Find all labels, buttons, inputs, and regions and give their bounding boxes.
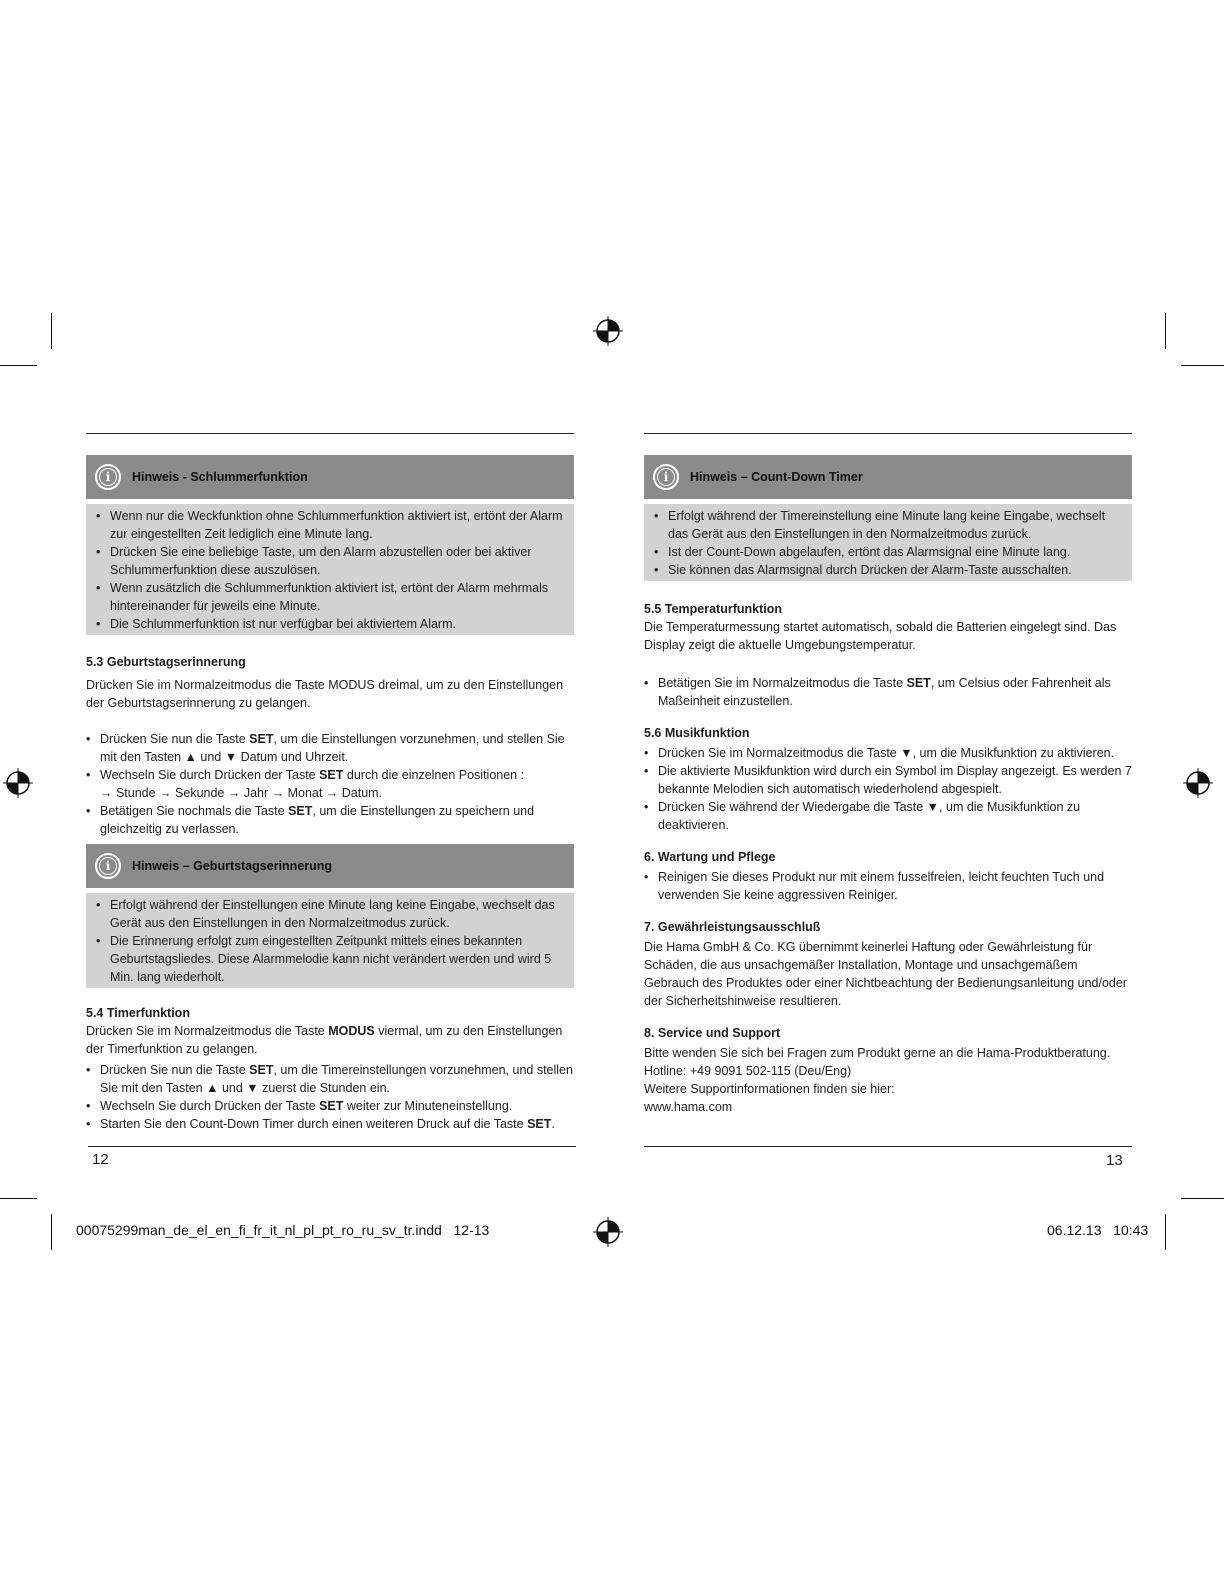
list-item: • Wechseln Sie durch Drücken der Taste SET weiter zur Minuteneinstellung. — [86, 1097, 574, 1115]
registration-mark-icon — [593, 1217, 623, 1247]
top-rule-left — [86, 433, 574, 434]
note-body — [86, 504, 574, 635]
section-heading: 5.3 Geburtstagserinnerung — [86, 655, 246, 669]
note-body — [86, 893, 574, 988]
down-arrow-icon: ▼ — [900, 746, 913, 760]
section-heading: 5.6 Musikfunktion — [644, 726, 750, 740]
info-icon — [653, 464, 679, 490]
slug-filename: 00075299man_de_el_en_fi_fr_it_nl_pl_pt_ro_ru_sv_tr.indd 12-13 — [76, 1222, 490, 1238]
list-item: • Erfolgt während der Timereinstellung eine Minute lang keine Eingabe, wechselt das Gerät aus den Einstellungen in den Normalzeitmodus zurück. — [654, 507, 1122, 543]
list-item: • Wechseln Sie durch Drücken der Taste SET durch die einzelnen Positionen : → Stunde → Sekunde → Jahr → Monat → Datum. — [86, 766, 574, 802]
crop-mark — [1165, 1214, 1166, 1250]
paragraph: Drücken Sie im Normalzeitmodus die Taste MODUS dreimal, um zu den Einstellungen der Geburtstagserinnerung zu gelangen. — [86, 678, 564, 710]
crop-mark — [0, 365, 37, 366]
paragraph: Bitte wenden Sie sich bei Fragen zum Produkt gerne an die Hama-Produktberatung. — [644, 1046, 1111, 1060]
right-page — [644, 440, 1132, 1116]
note-title: Hinweis – Count-Down Timer — [690, 470, 863, 484]
crop-mark — [0, 1198, 37, 1199]
info-glyph: i — [657, 468, 675, 486]
website-link[interactable]: www.hama.com — [644, 1100, 733, 1114]
list-item: • Wenn nur die Weckfunktion ohne Schlummerfunktion aktiviert ist, ertönt der Alarm zur eingestellten Zeit lediglich eine Minute lang. — [96, 507, 564, 543]
page-number-right: 13 — [1106, 1152, 1123, 1169]
up-arrow-icon: ▲ — [184, 750, 197, 764]
info-glyph: i — [99, 468, 117, 486]
crop-mark — [1181, 365, 1224, 366]
note-body — [644, 504, 1132, 581]
note-header — [644, 455, 1132, 499]
paragraph: Die Temperaturmessung startet automatisch, sobald die Batterien eingelegt sind. Das Display zeigt die aktuelle Umgebungstemperatur. — [644, 620, 1117, 652]
crop-mark — [51, 313, 52, 349]
note-title: Hinweis – Geburtstagserinnerung — [132, 859, 333, 873]
list-item: • Drücken Sie während der Wiedergabe die Taste ▼, um die Musikfunktion zu deaktivieren. — [644, 798, 1132, 834]
list-item: • Ist der Count-Down abgelaufen, ertönt das Alarmsignal eine Minute lang. — [654, 543, 1122, 561]
info-icon — [95, 464, 121, 490]
bottom-rule-left — [88, 1146, 576, 1147]
section-5-3 — [86, 653, 574, 838]
list-item: • Drücken Sie nun die Taste SET, um die Einstellungen vorzunehmen, und stellen Sie mit den Tasten ▲ und ▼ Datum und Uhrzeit. — [86, 730, 574, 766]
list-item: • Wenn zusätzlich die Schlummerfunktion aktiviert ist, ertönt der Alarm mehrmals hintereinander für jeweils eine Minute. — [96, 579, 564, 615]
page-number-left: 12 — [92, 1151, 109, 1168]
note-count-down-timer — [644, 455, 1132, 581]
list-item: • Erfolgt während der Einstellungen eine Minute lang keine Eingabe, wechselt das Gerät aus den Einstellungen in den Normalzeitmodus zurück. — [96, 896, 564, 932]
info-icon — [95, 853, 121, 879]
section-6 — [644, 848, 1132, 904]
registration-mark-icon — [593, 316, 623, 346]
note-header — [86, 455, 574, 499]
crop-mark — [1165, 313, 1166, 349]
list-item: • Drücken Sie im Normalzeitmodus die Taste ▼, um die Musikfunktion zu aktivieren. — [644, 744, 1132, 762]
left-page — [86, 440, 574, 1133]
list-item: • Drücken Sie eine beliebige Taste, um den Alarm abzustellen oder bei aktiver Schlummerfunktion diese auszulösen. — [96, 543, 564, 579]
top-rule-right — [644, 433, 1132, 434]
list-item: • Die Schlummerfunktion ist nur verfügbar bei aktiviertem Alarm. — [96, 615, 564, 633]
list-item: • Die Erinnerung erfolgt zum eingestellten Zeitpunkt mittels eines bekannten Geburtstagsliedes. Diese Alarmmelodie kann nicht verändert werden und wird 5 Min. lang wiederholt. — [96, 932, 564, 986]
list-item: • Reinigen Sie dieses Produkt nur mit einem fusselfreien, leicht feuchten Tuch und verwenden Sie keine aggressiven Reiniger. — [644, 868, 1132, 904]
note-geburtstagserinnerung — [86, 844, 574, 988]
section-heading: 7. Gewährleistungsausschluß — [644, 920, 821, 934]
down-arrow-icon: ▼ — [224, 750, 238, 764]
slug-datetime: 06.12.13 10:43 — [1047, 1222, 1149, 1238]
section-heading: 8. Service und Support — [644, 1026, 781, 1040]
info-glyph: i — [99, 857, 117, 875]
note-schlummerfunktion — [86, 455, 574, 635]
list-item: • Drücken Sie nun die Taste SET, um die Timereinstellungen vorzunehmen, und stellen Sie mit den Tasten ▲ und ▼ zuerst die Stunden ein. — [86, 1061, 574, 1097]
paragraph: Drücken Sie im Normalzeitmodus die Taste MODUS viermal, um zu den Einstellungen der Timerfunktion zu gelangen. — [86, 1024, 563, 1056]
paragraph: Weitere Supportinformationen finden sie hier: — [644, 1082, 895, 1096]
down-arrow-icon: ▼ — [926, 800, 940, 814]
list-item: • Betätigen Sie im Normalzeitmodus die Taste SET, um Celsius oder Fahrenheit als Maßeinheit einzustellen. — [644, 674, 1132, 710]
list-item: • Die aktivierte Musikfunktion wird durch ein Symbol im Display angezeigt. Es werden 7 bekannte Melodien sich automatisch wiederholend abgespielt. — [644, 762, 1132, 798]
bottom-rule-right — [644, 1146, 1132, 1147]
up-arrow-icon: ▲ — [206, 1081, 219, 1095]
paragraph: Die Hama GmbH & Co. KG übernimmt keinerlei Haftung oder Gewährleistung für Schäden, die aus unsachgemäßer Installation, Montage und unsachgemäßem Gebrauch des Produktes oder einer Nichtbeachtung der Bedienungsanleitung und/oder der Sicherheitshinweise resultieren. — [644, 940, 1127, 1008]
note-title: Hinweis - Schlummerfunktion — [132, 470, 308, 484]
position-sequence: → Stunde → Sekunde → Jahr → Monat → Datum. — [100, 786, 383, 800]
section-heading: 5.4 Timerfunktion — [86, 1006, 190, 1020]
section-5-4 — [86, 1004, 574, 1133]
section-5-5 — [644, 600, 1132, 710]
section-8 — [644, 1024, 1132, 1116]
registration-mark-icon — [1183, 768, 1213, 798]
list-item: • Betätigen Sie nochmals die Taste SET, um die Einstellungen zu speichern und gleichzeitig zu verlassen. — [86, 802, 574, 838]
section-heading: 6. Wartung und Pflege — [644, 850, 776, 864]
registration-mark-icon — [3, 768, 33, 798]
crop-mark — [51, 1214, 52, 1250]
crop-mark — [1181, 1198, 1224, 1199]
section-5-6 — [644, 724, 1132, 834]
section-heading: 5.5 Temperaturfunktion — [644, 602, 782, 616]
note-header — [86, 844, 574, 888]
down-arrow-icon: ▼ — [246, 1081, 259, 1095]
hotline: Hotline: +49 9091 502-115 (Deu/Eng) — [644, 1064, 852, 1078]
list-item: • Starten Sie den Count-Down Timer durch einen weiteren Druck auf die Taste SET. — [86, 1115, 574, 1133]
list-item: • Sie können das Alarmsignal durch Drücken der Alarm-Taste ausschalten. — [654, 561, 1122, 579]
section-7 — [644, 918, 1132, 1010]
